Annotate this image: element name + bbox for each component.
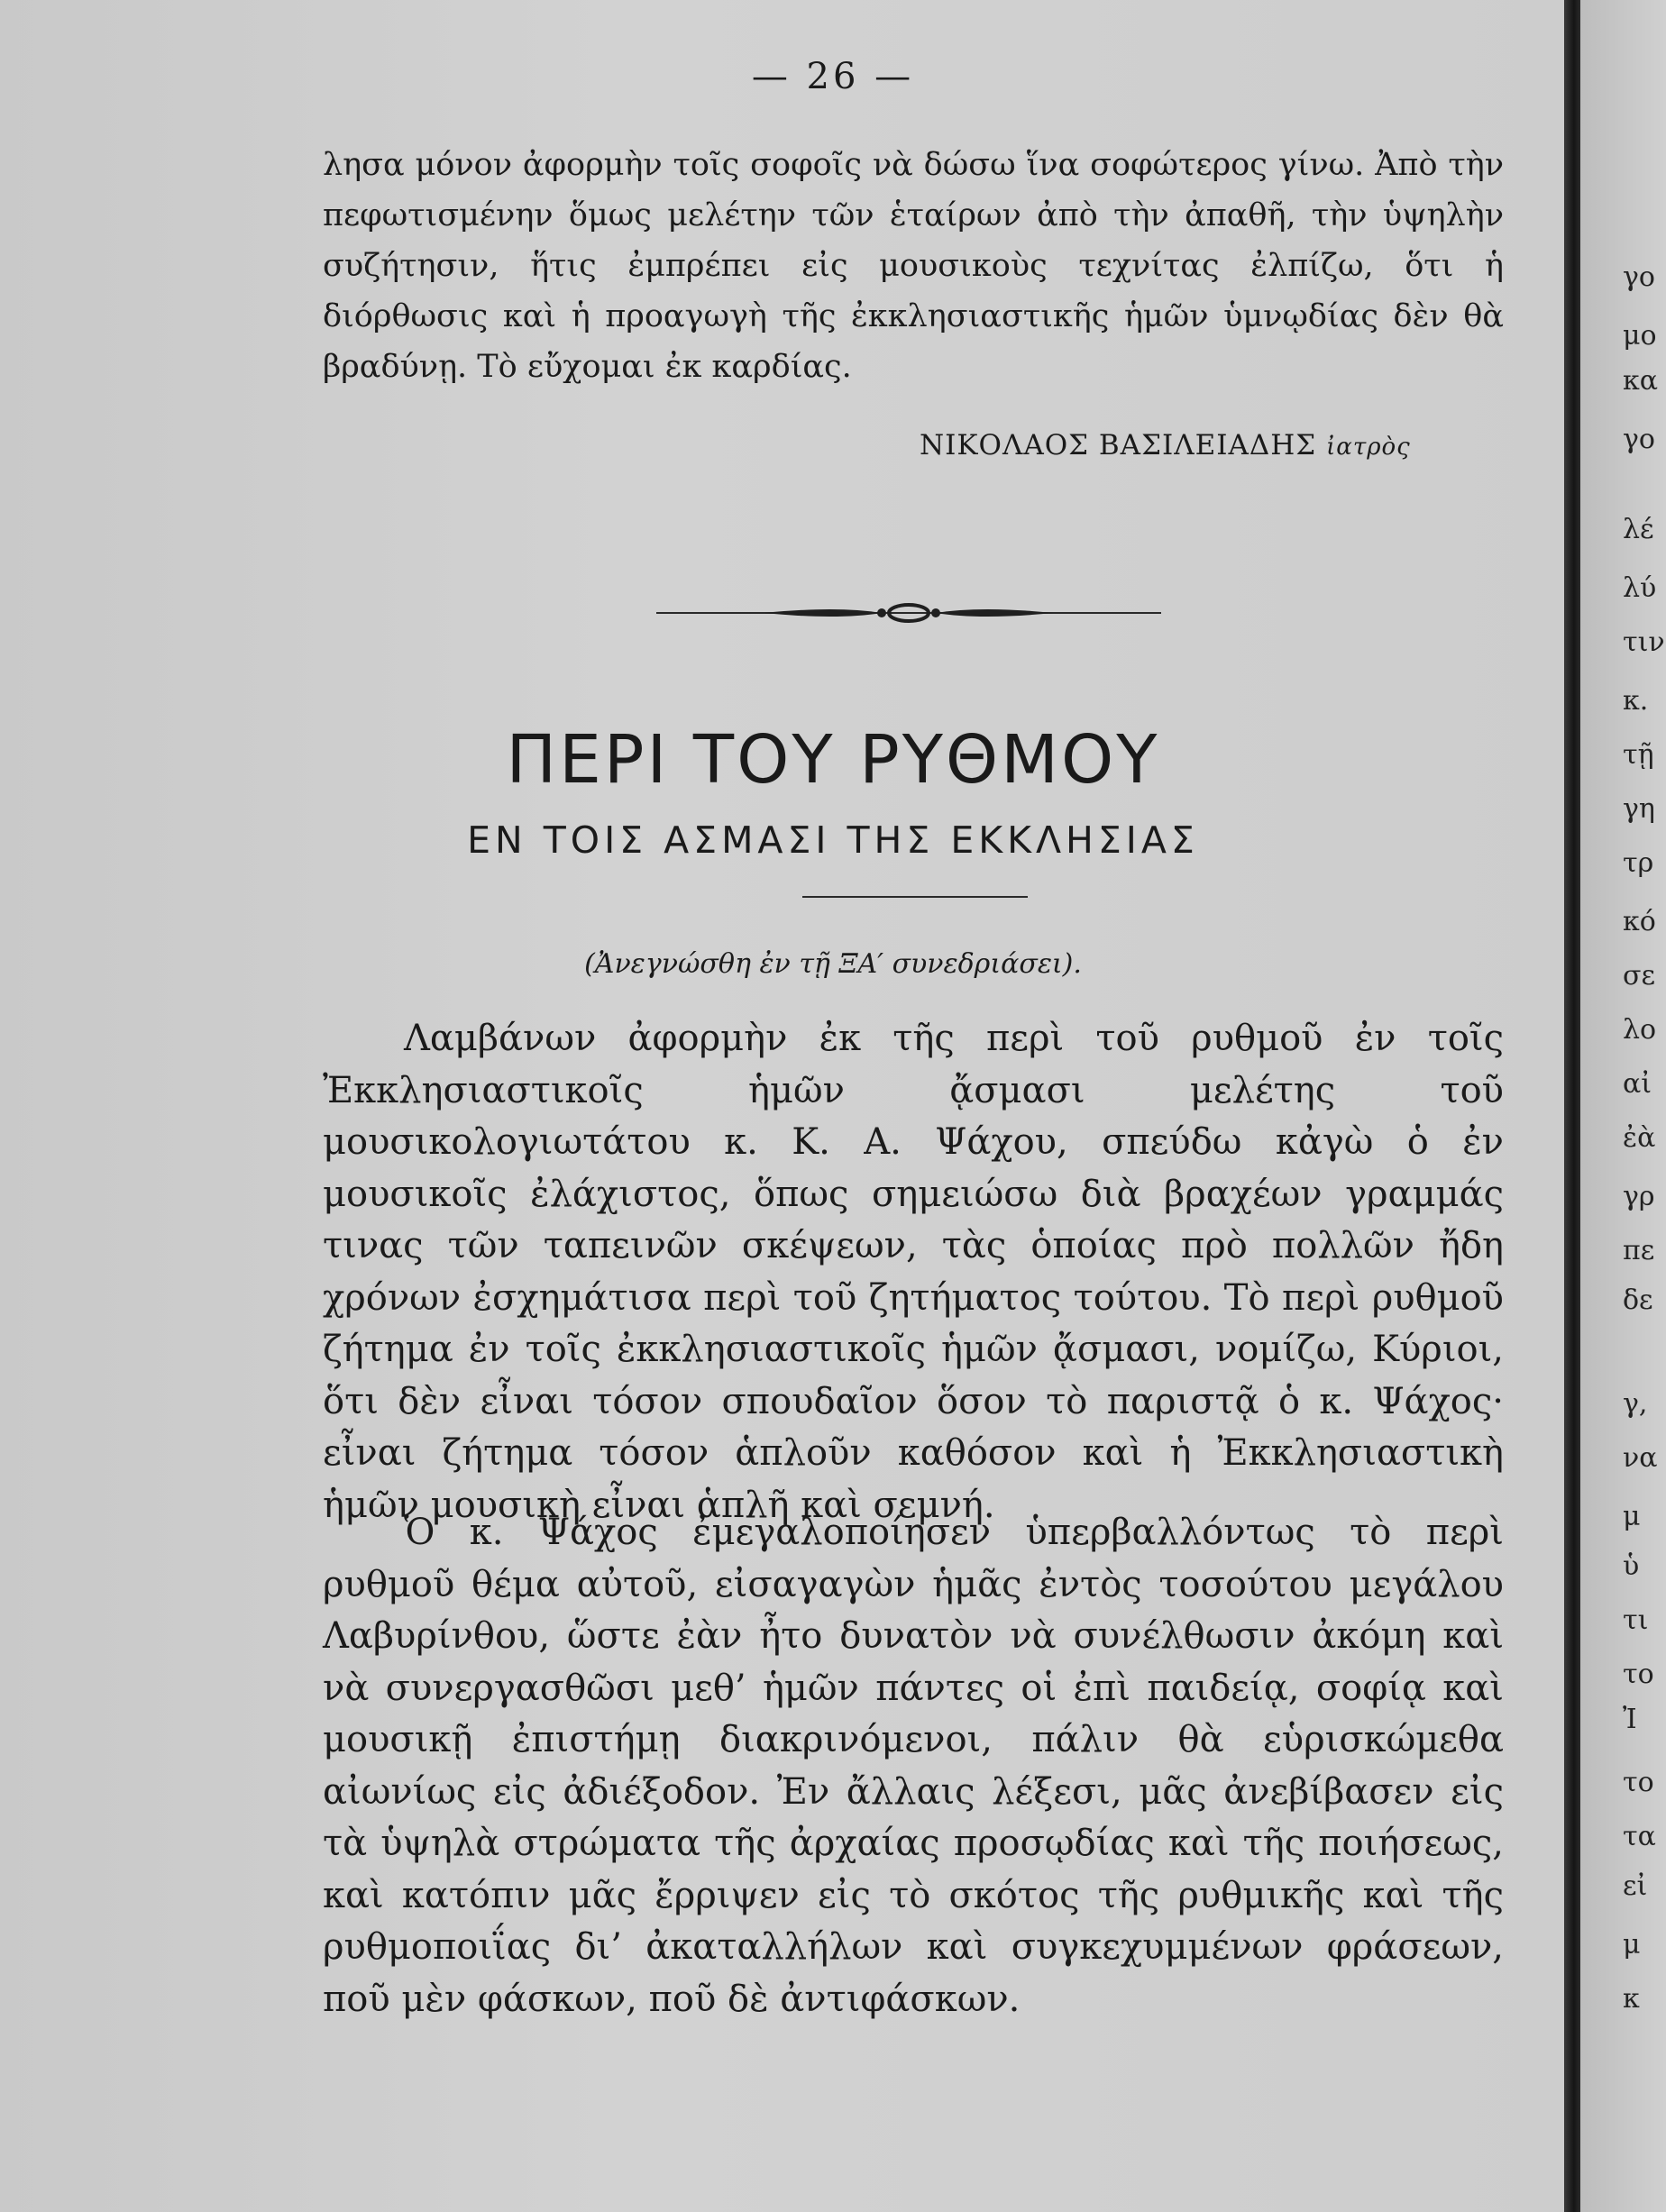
facing-page-fragment: γο (1623, 261, 1655, 293)
author-signature (920, 429, 1411, 462)
facing-page-fragment: κό (1623, 906, 1656, 937)
book-gutter (1564, 0, 1580, 2212)
facing-page-fragment: πε (1623, 1235, 1655, 1266)
facing-page-fragment: λο (1623, 1014, 1657, 1046)
facing-page-fragment: μ (1623, 1501, 1641, 1532)
facing-page-fragment: τι (1623, 1604, 1649, 1636)
facing-page-fragment: τῇ (1623, 739, 1654, 771)
facing-page-fragment: τρ (1623, 847, 1654, 879)
facing-page-fragment: μ (1623, 1929, 1641, 1961)
facing-page-fragment: γη (1623, 793, 1655, 825)
facing-page-fragment: ὑ (1623, 1550, 1640, 1582)
facing-page-fragment: κ (1623, 1983, 1640, 2015)
title-rule (802, 896, 1028, 898)
facing-page-fragment: ἐὰ (1623, 1122, 1656, 1154)
facing-page-fragment: κ. (1623, 685, 1649, 717)
facing-page-fragment: το (1623, 1659, 1654, 1690)
facing-page-fragment: σε (1623, 960, 1656, 992)
facing-page-fragment: εἰ (1623, 1870, 1648, 1902)
facing-page-fragment: γο (1623, 424, 1655, 455)
facing-page-edge (1580, 0, 1666, 2212)
previous-article-text: λησα μόνον ἀφορμὴν τοῖς σοφοῖς νὰ δώσω ἵνα σοφώτερος γίνω. Ἀπὸ τὴν πεφωτισμένην ὅμως μελέτην τῶν ἑταίρων ἀπὸ τὴν ἀπαθῆ, τὴν ὑψηλὴν συζήτησιν, ἥτις ἐμπρέπει εἰς μουσικοὺς τεχνίτας ἐλπίζω, ὅτι ἡ διόρθωσις καὶ ἡ προαγωγὴ τῆς ἐκκλησιαστικῆς ἡμῶν ὑμνῳδίας δὲν θὰ βραδύνῃ. Τὸ εὔχομαι ἐκ καρδίας. (323, 147, 1504, 385)
facing-page-fragment: λύ (1623, 572, 1657, 604)
facing-page-fragment: το (1623, 1767, 1654, 1798)
facing-page-fragment: τιν (1623, 626, 1665, 658)
facing-page-fragment: Ἰ (1623, 1704, 1637, 1735)
facing-page-fragment: λέ (1623, 514, 1654, 545)
body-paragraph-1: Λαμβάνων ἀφορμὴν ἐκ τῆς περὶ τοῦ ρυθμοῦ ἐν τοῖς Ἐκκλησιαστικοῖς ἡμῶν ᾄσμασι μελέτης τοῦ μουσικολογιωτάτου κ. Κ. Α. Ψάχου, σπεύδω κἀγὼ ὁ ἐν μουσικοῖς ἐλάχιστος, ὅπως σημειώσω διὰ βραχέων γραμμάς τινας τῶν ταπεινῶν σκέψεων, τὰς ὁποίας πρὸ πολλῶν ἤδη χρόνων ἐσχημάτισα περὶ τοῦ ζητήματος τούτου. Τὸ περὶ ρυθμοῦ ζήτημα ἐν τοῖς ἐκκλησιαστικοῖς ἡμῶν ᾄσμασι, νομίζω, Κύριοι, ὅτι δὲν εἶναι τόσον σπουδαῖον ὅσον τὸ παριστᾷ ὁ κ. Ψάχος· εἶναι ζήτημα τόσον ἁπλοῦν καθόσον καὶ ἡ Ἐκκλησιαστικὴ ἡμῶν μουσικὴ εἶναι ἁπλῆ καὶ σεμνή. (323, 1018, 1504, 1526)
facing-page-fragment: δε (1623, 1284, 1653, 1316)
ornament-divider (656, 595, 1161, 631)
facing-page-fragment: γ, (1623, 1388, 1648, 1420)
facing-page-fragment: γρ (1623, 1181, 1655, 1212)
signature-role: ἰατρὸς (1326, 434, 1411, 461)
signature-name: ΝΙΚΟΛΑΟΣ ΒΑΣΙΛΕΙΑΔΗΣ (920, 429, 1317, 462)
article-subtitle: ΕΝ ΤΟΙΣ ΑΣΜΑΣΙ ΤΗΣ ΕΚΚΛΗΣΙΑΣ (467, 818, 1199, 862)
facing-page-fragment: κα (1623, 365, 1659, 397)
page-number: — 26 — (751, 56, 915, 97)
reading-note: (Ἀνεγνώσθη ἐν τῇ ΞΑ′ συνεδριάσει). (584, 948, 1082, 980)
facing-page-fragment: τα (1623, 1821, 1656, 1852)
body-paragraph-2: Ὁ κ. Ψάχος ἐμεγαλοποίησεν ὑπερβαλλόντως τὸ περὶ ρυθμοῦ θέμα αὐτοῦ, εἰσαγαγὼν ἡμᾶς ἐντὸς τοσούτου μεγάλου Λαβυρίνθου, ὥστε ἐὰν ἦτο δυνατὸν νὰ συνέλθωσιν ἀκόμη καὶ νὰ συνεργασθῶσι μεθ’ ἡμῶν πάντες οἱ ἐπὶ παιδείᾳ, σοφίᾳ καὶ μουσικῇ ἐπιστήμῃ διακρινόμενοι, πάλιν θὰ εὑρισκώμεθα αἰωνίως εἰς ἀδιέξοδον. Ἐν ἄλλαις λέξεσι, μᾶς ἀνεβίβασεν εἰς τὰ ὑψηλὰ στρώματα τῆς ἀρχαίας προσῳδίας καὶ τῆς ποιήσεως, καὶ κατόπιν μᾶς ἔρριψεν εἰς τὸ σκότος τῆς ρυθμικῆς καὶ τῆς ρυθμοποιΐας δι’ ἀκαταλλήλων καὶ συγκεχυμμένων φράσεων, ποῦ μὲν φάσκων, ποῦ δὲ ἀντιφάσκων. (323, 1512, 1504, 2020)
facing-page-fragment: μο (1623, 320, 1657, 352)
facing-page-fragment: αἰ (1623, 1068, 1652, 1100)
facing-page-fragment: να (1623, 1442, 1658, 1474)
article-title: ΠΕΡΙ ΤΟΥ ΡΥΘΜΟΥ (506, 721, 1160, 799)
